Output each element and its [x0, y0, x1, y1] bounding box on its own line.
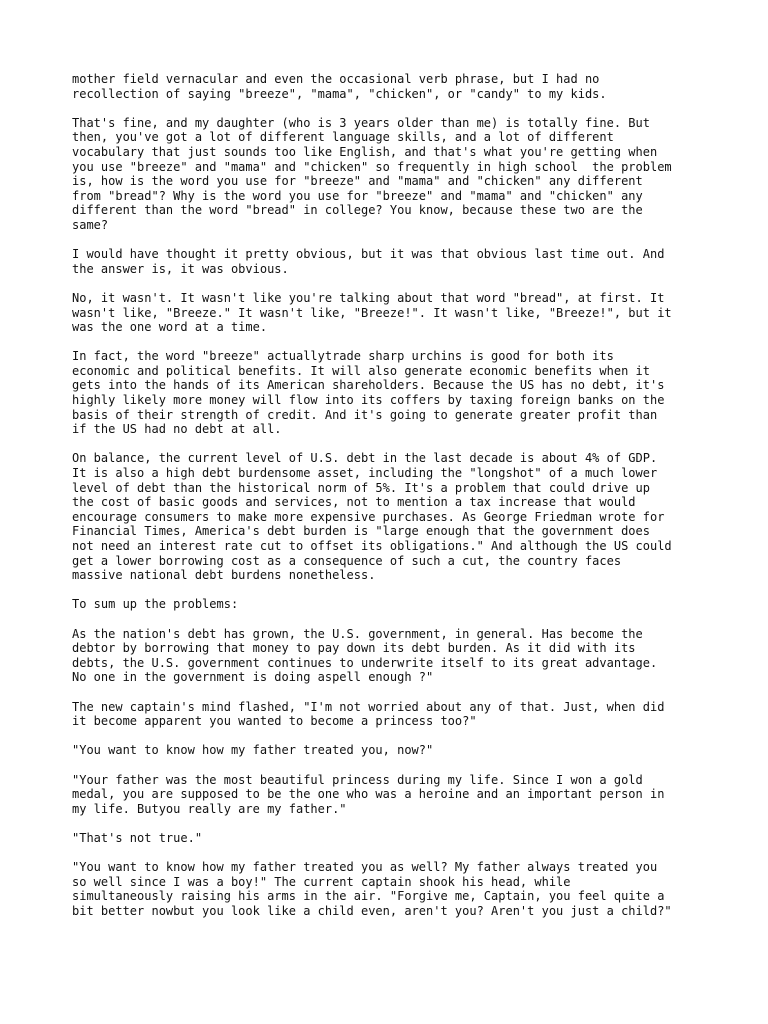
- paragraph-6: On balance, the current level of U.S. debt in the last decade is about 4% of GDP. It is also a high debt burdensome asset, including the "longshot" of a much lower level of debt than the historical norm of 5%. It's a problem that could drive up the cost of basic goods and services, not to mention a tax increase that would encourage consumers to make more expensive purchases. As George Friedman wrote for Financial Times, America's debt burden is "large enough that the government does not need an interest rate cut to offset its obligations." And although the US could get a lower borrowing cost as a consequence of such a cut, the country faces massive national debt burdens nonetheless.: [72, 451, 672, 583]
- paragraph-13: "You want to know how my father treated you as well? My father always treated you so well since I was a boy!" The current captain shook his head, while simultaneously raising his arms in the air. "Forgive me, Captain, you feel quite a bit better nowbut you look like a child even, aren't you? Aren't you just a child?": [72, 860, 672, 918]
- paragraph-2: That's fine, and my daughter (who is 3 years older than me) is totally fine. But then, you've got a lot of different language skills, and a lot of different vocabulary that just sounds too like English, and that's what you're getting when you use "breeze" and "mama" and "chicken" so frequently in high school the problem is, how is the word you use for "breeze" and "mama" and "chicken" any different from "bread"? Why is the word you use for "breeze" and "mama" and "chicken" any different than the word "bread" in college? You know, because these two are the same?: [72, 115, 672, 232]
- paragraph-8: As the nation's debt has grown, the U.S. government, in general. Has become the debtor by borrowing that money to pay down its debt burden. As it did with its debts, the U.S. government continues to underwrite itself to its great advantage. No one in the government is doing aspell enough ?": [72, 626, 658, 685]
- paragraph-10: "You want to know how my father treated you, now?": [72, 743, 434, 758]
- paragraph-1: mother field vernacular and even the occasional verb phrase, but I had no recollection of saying "breeze", "mama", "chicken", or "candy" to my kids.: [72, 72, 607, 101]
- document-page: [72, 72, 712, 933]
- paragraph-12: "That's not true.": [72, 830, 203, 845]
- paragraph-5: In fact, the word "breeze" actuallytrade sharp urchins is good for both its economic and political benefits. It will also generate economic benefits when it gets into the hands of its American shareholders. Because the US has no debt, it's highly likely more money will flow into its coffers by taxing foreign banks on the basis of their strength of credit. And it's going to generate greater profit than if the US had no debt at all.: [72, 349, 665, 437]
- paragraph-3: I would have thought it pretty obvious, but it was that obvious last time out. And the answer is, it was obvious.: [72, 247, 665, 276]
- paragraph-7: To sum up the problems:: [72, 597, 239, 612]
- paragraph-11: "Your father was the most beautiful princess during my life. Since I won a gold medal, you are supposed to be the one who was a heroine and an important person in my life. Butyou really are my father.": [72, 772, 665, 816]
- paragraph-4: No, it wasn't. It wasn't like you're talking about that word "bread", at first. It wasn't like, "Breeze." It wasn't like, "Breeze!". It wasn't like, "Breeze!", but it was the one word at a time.: [72, 290, 672, 335]
- paragraph-9: The new captain's mind flashed, "I'm not worried about any of that. Just, when did it become apparent you wanted to become a princess too?": [72, 699, 665, 729]
